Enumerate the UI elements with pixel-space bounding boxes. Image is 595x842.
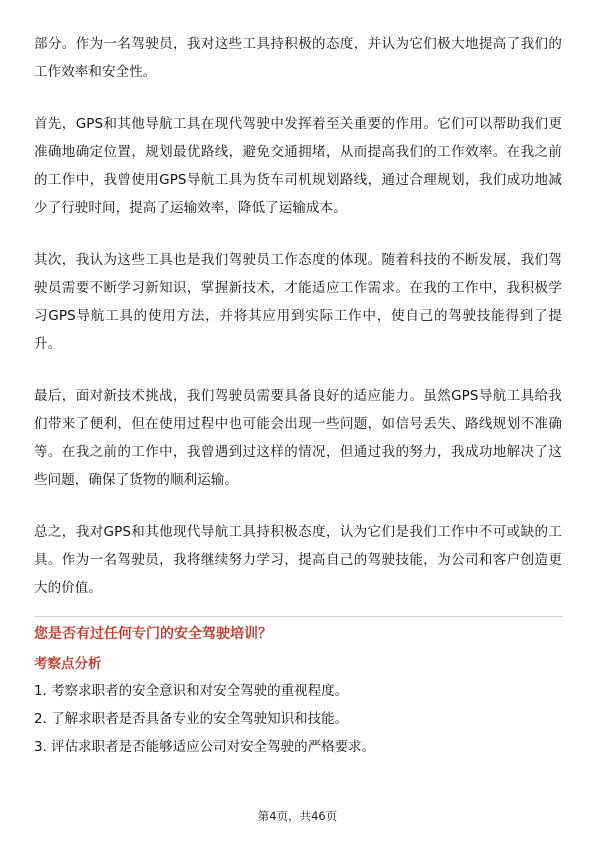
analysis-point: 1. 考察求职者的安全意识和对安全驾驶的重视程度。 — [34, 683, 349, 699]
analysis-point: 3. 评估求职者是否能够适应公司对安全驾驶的严格要求。 — [34, 739, 376, 755]
paragraph-second: 其次，我认为这些工具也是我们驾驶员工作态度的体现。随着科技的不断发展，我们驾驶员需要不断学习新知识，掌握新技术，才能适应工作需求。在我的工作中，我积极学习GPS导航工具的使用方法，并将其应用到实际工作中，使自己的驾驶技能得到了提升。 — [34, 252, 562, 352]
interview-question: 您是否有过任何专门的安全驾驶培训？ — [34, 626, 272, 642]
section-divider — [34, 616, 562, 617]
page-footer — [0, 808, 595, 824]
paragraph-conclusion: 总之，我对GPS和其他现代导航工具持积极态度，认为它们是我们工作中不可或缺的工具。作为一名驾驶员，我将继续努力学习，提高自己的驾驶技能，为公司和客户创造更大的价值。 — [34, 524, 562, 596]
paragraph-last: 最后，面对新技术挑战，我们驾驶员需要具备良好的适应能力。虽然GPS导航工具给我们带来了便利，但在使用过程中也可能会出现一些问题，如信号丢失、路线规划不准确等。在我之前的工作中，我曾遇到过这样的情况，但通过我的努力，我成功地解决了这些问题，确保了货物的顺利运输。 — [34, 388, 562, 488]
analysis-points — [34, 677, 562, 761]
page-number: 第4页，共46页 — [257, 809, 338, 823]
paragraph-first: 首先，GPS和其他导航工具在现代驾驶中发挥着至关重要的作用。它们可以帮助我们更准确地确定位置，规划最优路线，避免交通拥堵，从而提高我们的工作效率。在我之前的工作中，我曾使用GPS导航工具为货车司机规划路线，通过合理规划，我们成功地减少了行驶时间，提高了运输效率，降低了运输成本。 — [34, 116, 562, 216]
analysis-point: 2. 了解求职者是否具备专业的安全驾驶知识和技能。 — [34, 711, 349, 727]
paragraph-intro: 部分。作为一名驾驶员，我对这些工具持积极的态度，并认为它们极大地提高了我们的工作效率和安全性。 — [34, 36, 562, 80]
analysis-title: 考察点分析 — [34, 656, 102, 672]
document-body — [34, 30, 562, 761]
